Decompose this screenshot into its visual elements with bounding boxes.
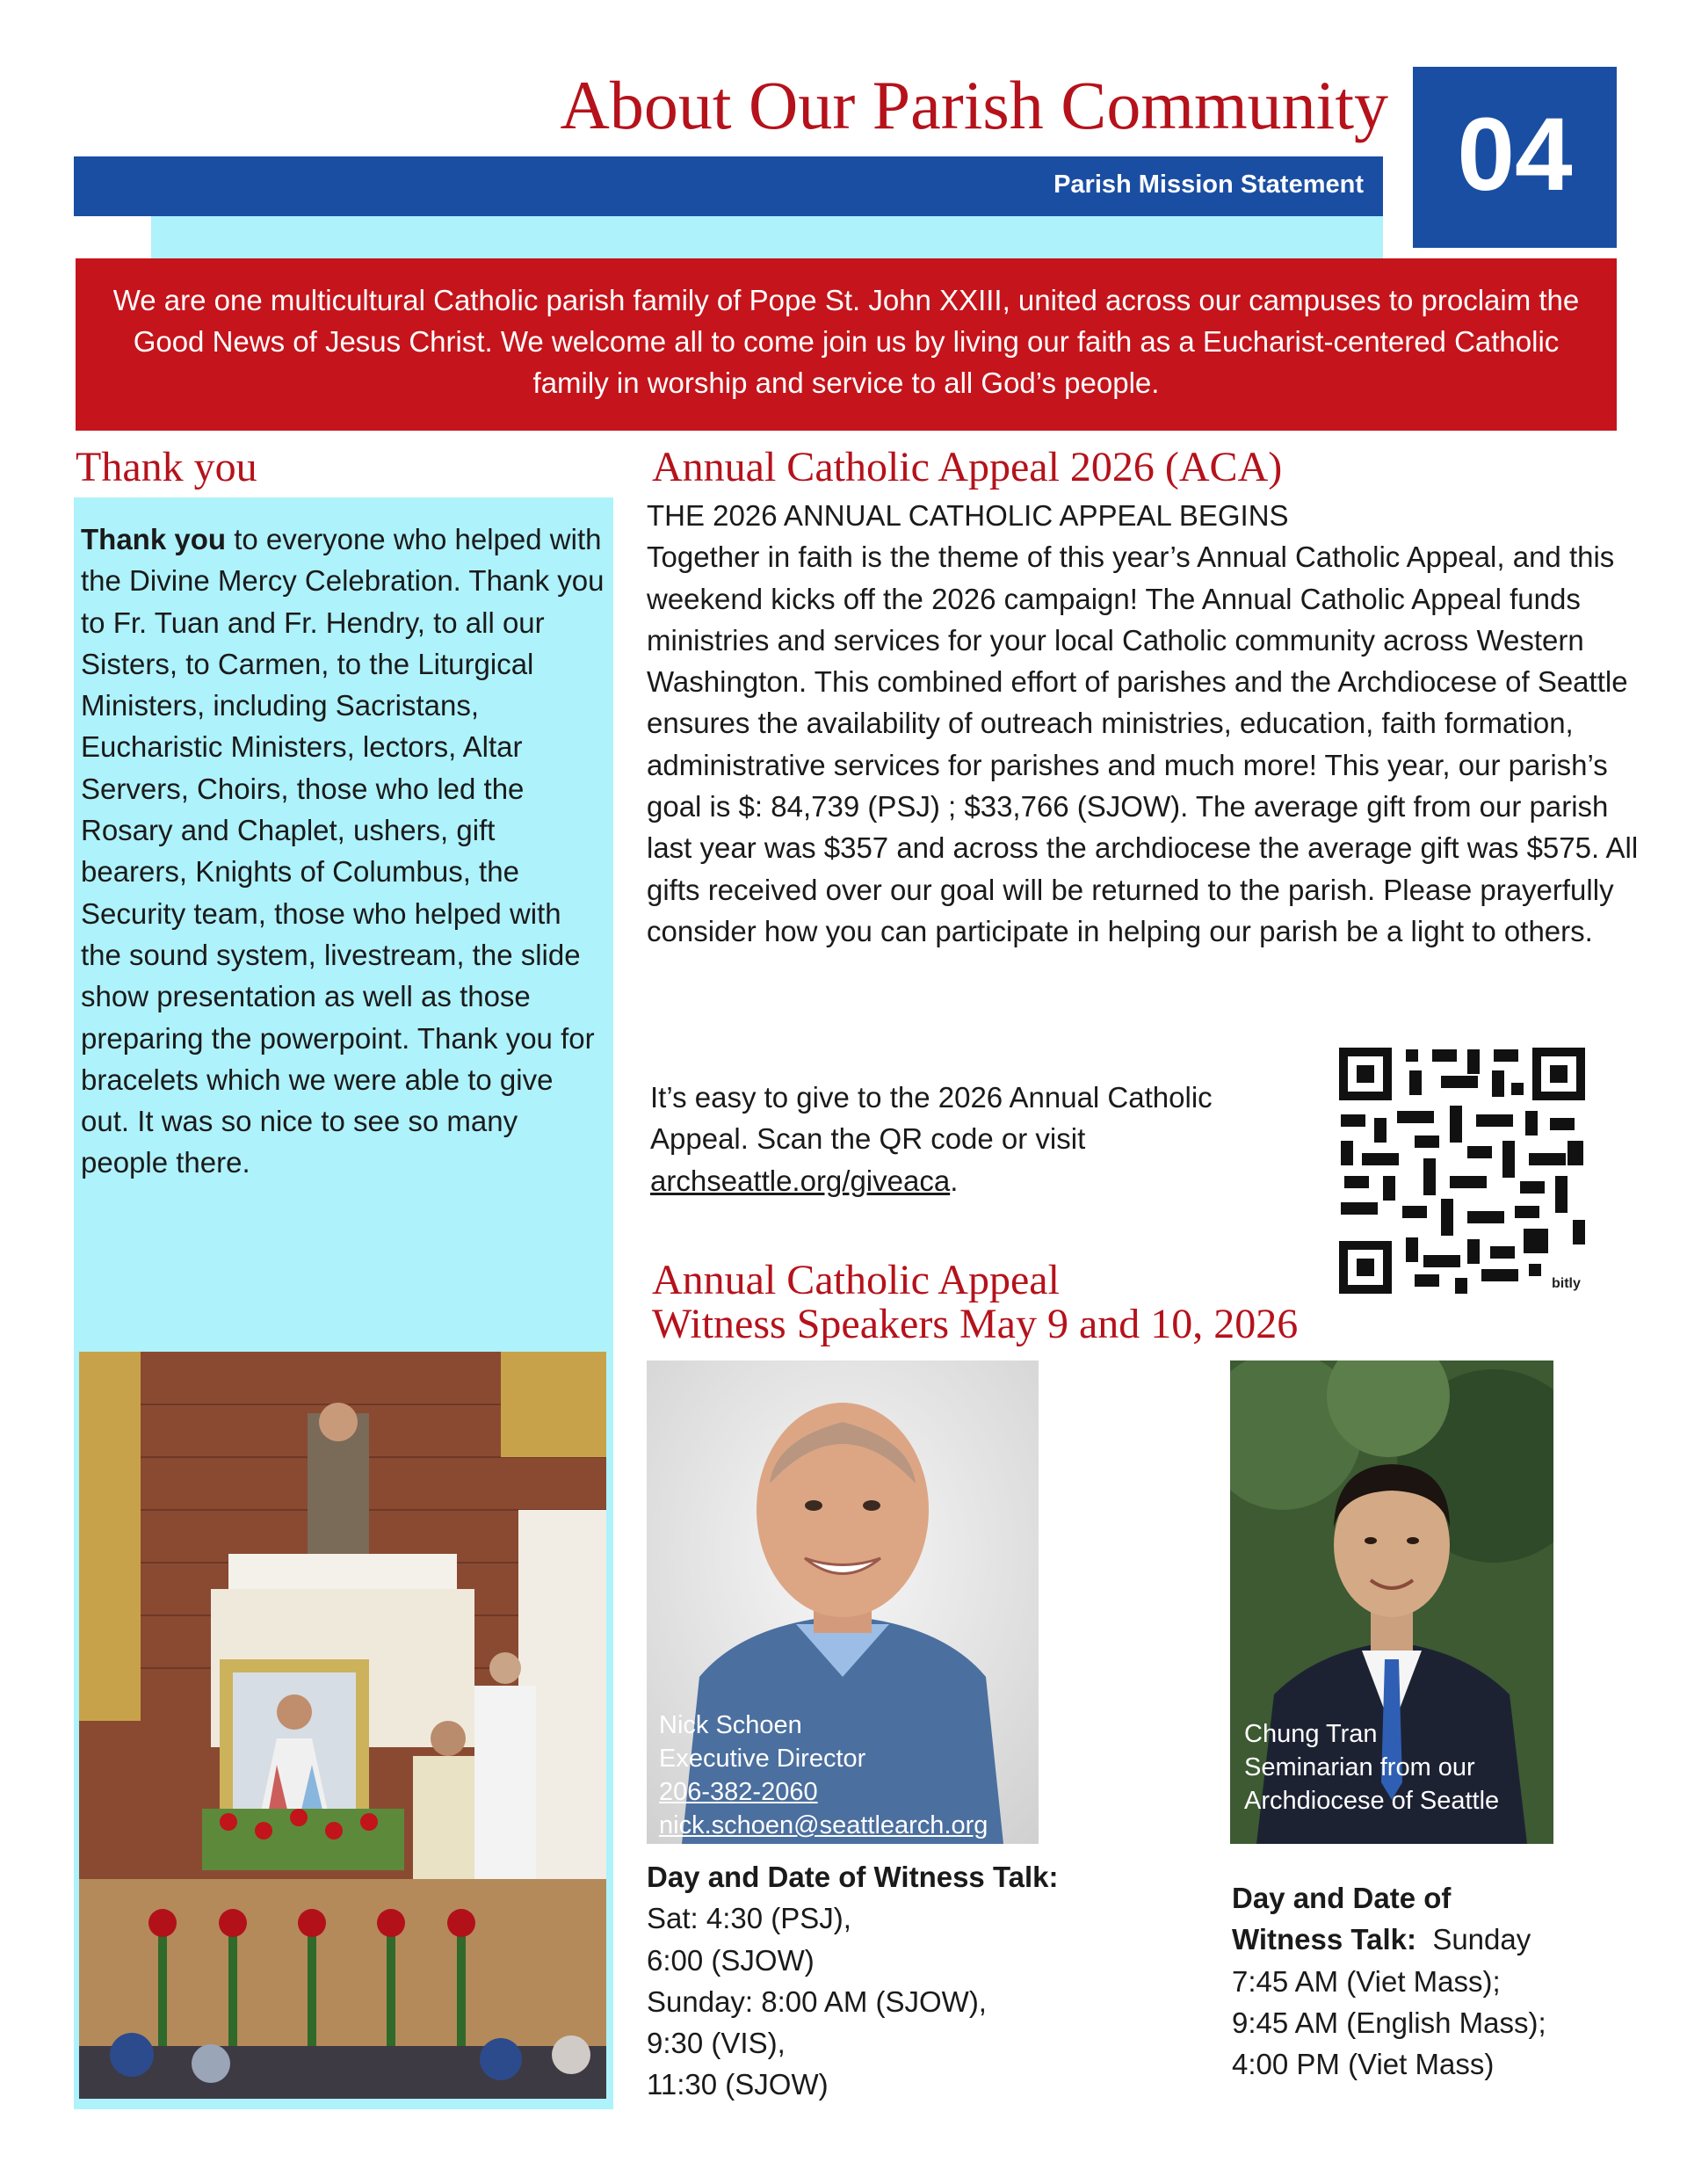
speaker2-talk-label: Day and Date of [1232, 1882, 1452, 1914]
aca-give-end: . [950, 1164, 959, 1197]
aca-kicker: THE 2026 ANNUAL CATHOLIC APPEAL BEGINS [647, 499, 1289, 532]
page-title: About Our Parish Community [560, 67, 1388, 143]
speaker2-time: 9:45 AM (English Mass); [1232, 2006, 1546, 2039]
thank-you-body: to everyone who helped with the Divine Mercy Celebration. Thank you to Fr. Tuan and Fr. Hendry, to all our Sisters, to Carmen, to the Liturgical Ministers, including Sacristans, Eucharistic Ministers, lectors, Altar Servers, Choirs, those who led the Rosary and Chaplet, ushers, gift bearers, Knights of Columbus, the Security team, those who helped with the sound system, livestream, the slide show presentation as well as those preparing the powerpoint. Thank you for bracelets which we were able to give out. It was so nice to see so many people there. [81, 523, 605, 1179]
speaker1-time: 11:30 (SJOW) [647, 2068, 829, 2101]
speaker1-phone-link[interactable]: 206-382-2060 [659, 1778, 818, 1806]
mission-statement-text: We are one multicultural Catholic parish family of Pope St. John XXIII, united across our campuses to proclaim the Good News of Jesus Christ. We welcome all to come join us by living our faith as a Eucharist-centered Catholic family in worship and service to all God’s people. [112, 284, 1580, 399]
section-subtitle: Parish Mission Statement [1053, 171, 1364, 199]
thank-you-lead: Thank you [81, 523, 227, 555]
witness-heading-line1: Annual Catholic Appeal [652, 1257, 1060, 1303]
aca-body [647, 495, 1640, 952]
nick-schoen-info [659, 1709, 1046, 1842]
witness-heading-line2: Witness Speakers May 9 and 10, 2026 [652, 1301, 1299, 1347]
speaker1-name: Nick Schoen [659, 1711, 802, 1739]
speaker1-time: Sat: 4:30 (PSJ), [647, 1902, 851, 1935]
thank-you-box [74, 497, 613, 1359]
title-bar [74, 156, 1383, 216]
speaker2-time: 7:45 AM (Viet Mass); [1232, 1964, 1501, 1998]
aca-give-text [650, 1077, 1283, 1201]
speaker2-title: Seminarian from our Archdiocese of Seattle [1244, 1753, 1500, 1815]
witness-heading [652, 1259, 1298, 1346]
speaker1-email-link[interactable]: nick.schoen@seattlearch.org [659, 1811, 988, 1839]
page-number-box [1413, 67, 1617, 248]
speaker2-talk-times [1232, 1877, 1654, 2085]
qr-label: bitly [1552, 1276, 1581, 1291]
thank-you-text [81, 519, 608, 1184]
chung-tran-info [1244, 1717, 1560, 1818]
qr-code-icon[interactable] [1336, 1044, 1589, 1297]
speaker2-talk-label: Witness Talk: [1232, 1923, 1416, 1956]
speaker1-talk-times [647, 1856, 1156, 2106]
aca-heading: Annual Catholic Appeal 2026 (ACA) [652, 444, 1283, 490]
speaker2-time: 4:00 PM (Viet Mass) [1232, 2048, 1495, 2081]
speaker2-name: Chung Tran [1244, 1720, 1378, 1748]
aca-body-text: Together in faith is the theme of this year’s Annual Catholic Appeal, and this weekend kicks off the 2026 campaign! The Annual Catholic Appeal funds ministries and services for your local Catholic community across Western Washington. This combined effort of parishes and the Archdiocese of Seattle ensures the availability of outreach ministries, education, faith formation, administrative services for parishes and much more! This year, our parish’s goal is $: 84,739 (PSJ) ; $33,766 (SJOW). The average gift from our parish last year was $357 and across the archdiocese the average gift was $575. All gifts received over our goal will be returned to the parish. Please prayerfully consider how you can participate in helping our parish be a light to others. [647, 541, 1639, 947]
aca-give-link[interactable]: archseattle.org/giveaca [650, 1164, 951, 1197]
aca-give-lead: It’s easy to give to the 2026 Annual Catholic Appeal. Scan the QR code or visit [650, 1081, 1213, 1156]
speaker1-title: Executive Director [659, 1745, 866, 1773]
thank-you-heading: Thank you [76, 444, 257, 490]
mission-statement-box [76, 258, 1617, 431]
divine-mercy-celebration-photo [79, 1352, 606, 2099]
speaker1-time: Sunday: 8:00 AM (SJOW), [647, 1984, 987, 2018]
speaker2-talk-day: Sunday [1415, 1923, 1531, 1956]
page-number: 04 [1457, 97, 1573, 213]
speaker1-time: 9:30 (VIS), [647, 2027, 786, 2060]
speaker1-talk-label: Day and Date of Witness Talk: [647, 1861, 1059, 1893]
accent-strip [151, 216, 1383, 258]
speaker1-time: 6:00 (SJOW) [647, 1943, 815, 1977]
